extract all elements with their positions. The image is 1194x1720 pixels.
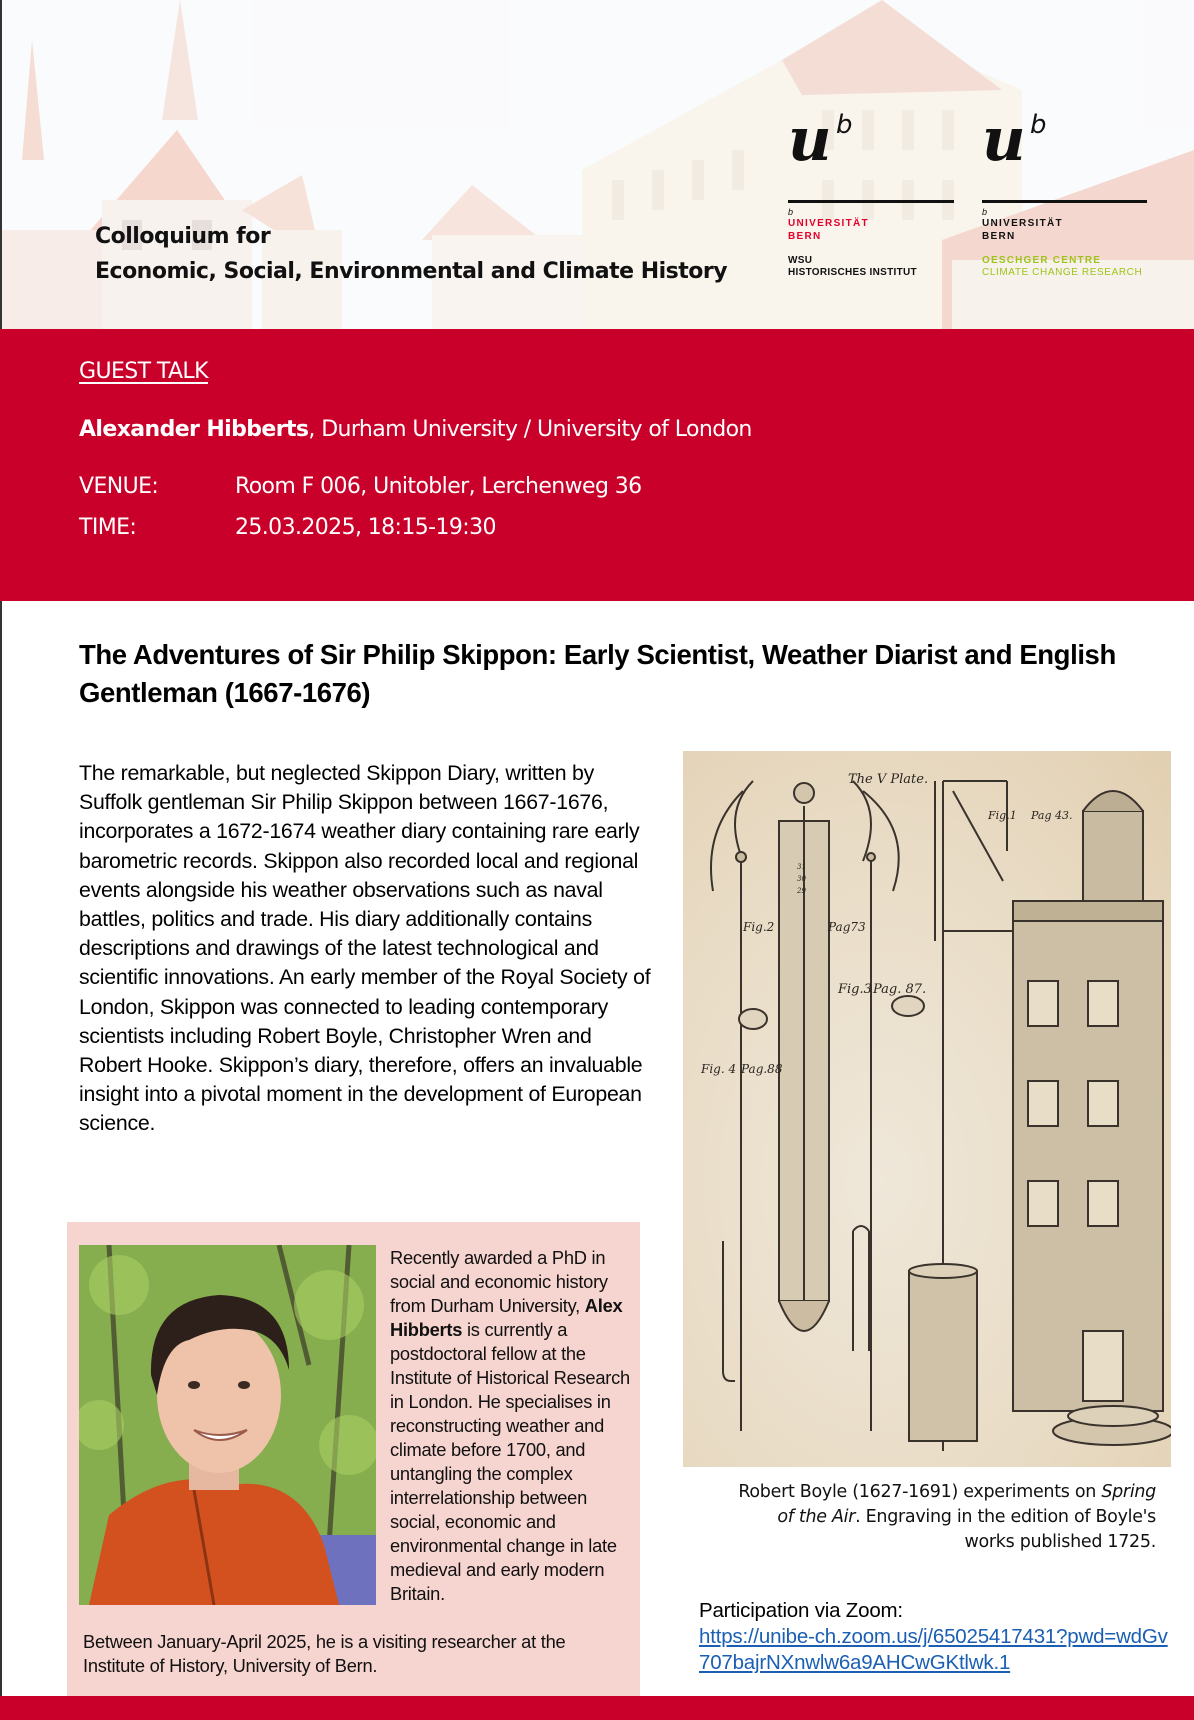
speaker-photo [79, 1245, 376, 1605]
logo-unit-line-1: OESCHGER CENTRE [982, 255, 1102, 266]
unibe-oeschger-logo[interactable] [982, 105, 1152, 278]
speaker-line [79, 417, 752, 442]
logo-unit-line-2: HISTORISCHES INSTITUT [788, 267, 917, 278]
venue-row [79, 474, 642, 499]
bio-visiting-note: Between January-April 2025, he is a visiting researcher at the Institute of History, University of Bern. [83, 1631, 566, 1676]
zoom-link[interactable]: https://unibe-ch.zoom.us/j/65025417431?pwd=wdGv707bajrNXnwlw6a9AHCwGKtlwk.1 [699, 1625, 1168, 1674]
unibe-wsu-logo[interactable] [788, 105, 958, 278]
caption-italic-title: Spring of the Air [777, 1482, 1156, 1527]
talk-abstract: The remarkable, but neglected Skippon Diary, written by Suffolk gentleman Sir Philip Skippon between 1667-1676, incorporates a 1672-1674 weather diary containing rare early barometric records. Skippon also recorded local and regional events alongside his weather observations such as naval battles, politics and trade. His diary additionally contains descriptions and drawings of the latest technological and scientific innovations. An early member of the Royal Society of London, Skippon was connected to leading contemporary scientists including Robert Boyle, Christopher Wren and Robert Hooke. Skippon’s diary, therefore, offers an invaluable insight into a pivotal moment in the development of European science. [79, 761, 651, 1136]
speaker-affiliation: , Durham University / University of London [308, 417, 752, 442]
scale-31: 31 [797, 863, 806, 871]
scale-29: 29 [797, 887, 806, 895]
speaker-name: Alexander Hibberts [79, 417, 309, 442]
logo-university-line-2: BERN [788, 231, 822, 242]
label-fig1: Fig.1 [988, 809, 1017, 822]
label-pag87: Pag. 87. [873, 982, 927, 997]
logo-university-line-2: BERN [982, 231, 1016, 242]
logo-university-line-1: UNIVERSITÄT [788, 218, 869, 229]
label-pag73: Pag73 [828, 920, 866, 934]
colloquium-line-1: Colloquium for [95, 224, 271, 249]
unibe-b-mark: b [836, 110, 853, 140]
label-fig2: Fig.2 [743, 920, 775, 934]
label-pag43: Pag 43. [1031, 809, 1073, 822]
event-info-band [0, 329, 1194, 601]
label-plate: The V Plate. [848, 772, 929, 787]
unibe-u-mark: u [788, 105, 832, 175]
label-fig3: Fig.3 [838, 982, 872, 997]
caption-text-2: . Engraving in the edition of Boyle's works published 1725. [855, 1507, 1156, 1552]
time-label: TIME: [79, 515, 137, 540]
label-pag88: Pag.88 [741, 1062, 783, 1076]
logo-rule [982, 200, 1147, 203]
talk-title: The Adventures of Sir Philip Skippon: Early Scientist, Weather Diarist and English Gentleman (1667-1676) [79, 639, 1116, 708]
logo-university-line-1: UNIVERSITÄT [982, 218, 1063, 229]
logo-university-name [788, 217, 869, 243]
footer-band [0, 1696, 1194, 1720]
logo-university-name [982, 217, 1063, 243]
label-fig4: Fig. 4 [701, 1062, 737, 1076]
venue-label: VENUE: [79, 474, 159, 499]
unibe-u-mark: u [982, 105, 1026, 175]
scale-30: 30 [797, 875, 806, 883]
logo-unit-line-1: WSU [788, 255, 813, 266]
unibe-b-mark: b [1030, 110, 1047, 140]
speaker-portrait [79, 1245, 376, 1605]
logo-unit-name [982, 255, 1142, 279]
logo-unit-line-2: CLIMATE CHANGE RESEARCH [982, 267, 1143, 278]
logo-small-b: b [788, 207, 794, 217]
logo-small-b: b [982, 207, 988, 217]
header-banner [2, 0, 1194, 329]
zoom-participation [699, 1598, 1169, 1676]
colloquium-title [95, 219, 727, 289]
time-value: 25.03.2025, 18:15-19:30 [235, 515, 496, 540]
bio-speaker-name: Alex Hibberts [390, 1295, 623, 1340]
bio-text-before: Recently awarded a PhD in social and economic history from Durham University, [390, 1247, 608, 1316]
logo-unit-name [788, 255, 917, 279]
speaker-bio-box [67, 1222, 640, 1696]
venue-value: Room F 006, Unitobler, Lerchenweg 36 [235, 474, 642, 499]
time-row [79, 515, 496, 540]
logo-rule [788, 200, 954, 203]
boyle-engraving-image [683, 751, 1171, 1467]
bio-text-after: is currently a postdoctoral fellow at the Institute of Historical Research in London. He specialises in reconstructing weather and climate before 1700, and untangling the complex interrelationship between social, economic and environmental change in late medieval and early modern Britain. [390, 1319, 630, 1604]
bio-text [390, 1246, 635, 1606]
engraving-illustration [683, 751, 1171, 1467]
zoom-label: Participation via Zoom: [699, 1599, 903, 1622]
event-type-label: GUEST TALK [79, 359, 208, 384]
engraving-caption [736, 1480, 1156, 1555]
colloquium-line-2: Economic, Social, Environmental and Climate History [95, 259, 728, 284]
caption-text-1: Robert Boyle (1627-1691) experiments on [738, 1482, 1102, 1502]
